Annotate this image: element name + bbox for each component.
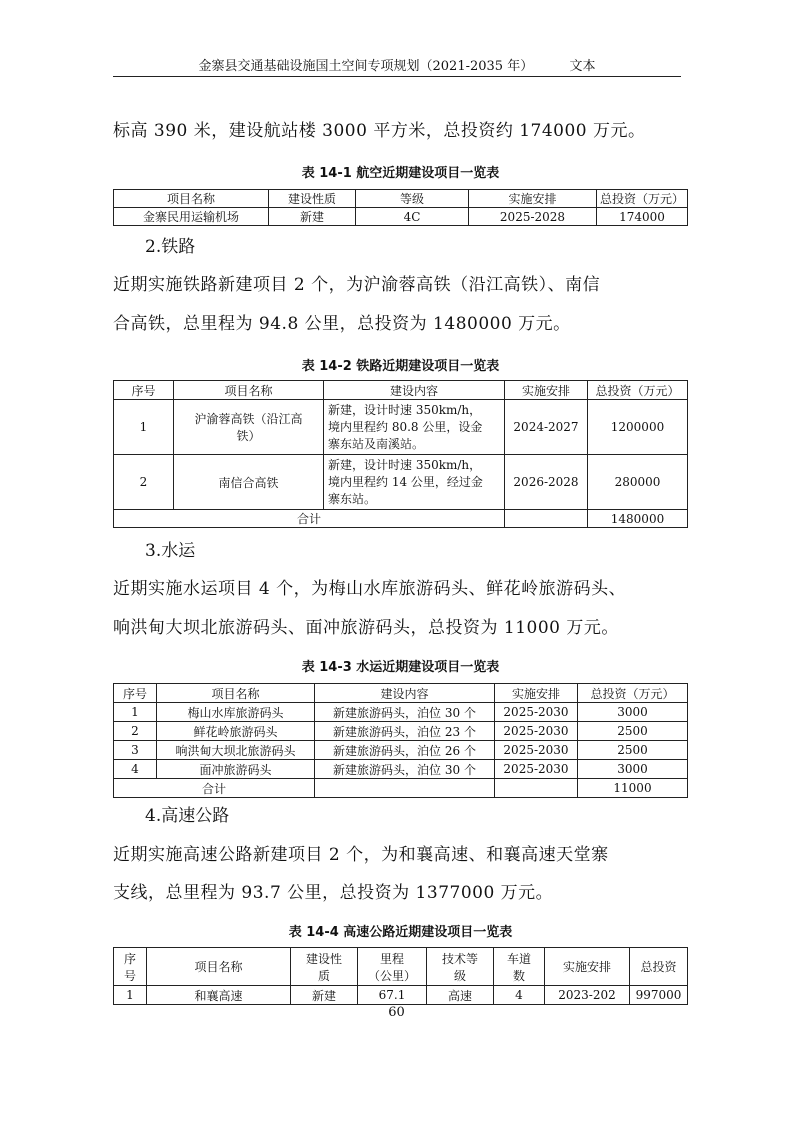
- table-header-cell: 实施安排: [469, 190, 597, 208]
- table4-caption: 表 14-4 高速公路近期建设项目一览表: [288, 925, 513, 940]
- table-total-label: 合计: [114, 779, 315, 798]
- table-cell: [174, 455, 324, 510]
- table-cell: 2026-2028: [505, 455, 588, 510]
- table-cell: [174, 400, 324, 455]
- content-line: 寨东站。: [328, 491, 377, 506]
- table-header-cell: 项目名称: [157, 684, 315, 703]
- table-cell: [505, 510, 588, 528]
- content-line: 境内里程约 14 公里，经过金: [328, 474, 483, 489]
- table-cell: 2025-2030: [495, 703, 578, 722]
- page-header: [113, 55, 681, 75]
- table-header-cell: 实施安排: [545, 948, 630, 986]
- table-cell: 3000: [578, 760, 688, 779]
- header-divider: [113, 76, 681, 77]
- table-cell: 金寨民用运输机场: [114, 208, 269, 226]
- project-name-line: 铁）: [236, 429, 261, 443]
- table-cell: 2500: [578, 722, 688, 741]
- header-line: 数: [512, 968, 525, 983]
- table-row: [114, 400, 688, 455]
- table-total-label: 合计: [114, 510, 505, 528]
- table-header-cell: 实施安排: [495, 684, 578, 703]
- table-cell: [315, 779, 495, 798]
- section-heading: 4.高速公路: [145, 806, 230, 826]
- header-line: 车道: [506, 951, 531, 966]
- table-cell: 鲜花岭旅游码头: [157, 722, 315, 741]
- table1: [113, 189, 688, 226]
- table-row: [114, 703, 688, 722]
- table-cell: 2025-2030: [495, 722, 578, 741]
- table-cell: 280000: [588, 455, 688, 510]
- table-row: [114, 760, 688, 779]
- section-paragraph-line: 近期实施水运项目 4 个，为梅山水库旅游码头、鲜花岭旅游码头、: [113, 579, 627, 599]
- table-cell: 高速: [427, 986, 494, 1005]
- table-cell: 2025-2030: [495, 741, 578, 760]
- section-heading: 2.铁路: [145, 237, 196, 257]
- section-paragraph-line: 近期实施高速公路新建项目 2 个，为和襄高速、和襄高速天堂寨: [113, 845, 609, 865]
- table-row: [114, 722, 688, 741]
- table-cell: 4: [114, 760, 157, 779]
- table-header-cell: 等级: [356, 190, 469, 208]
- table-cell: 2023-202: [545, 986, 630, 1005]
- table-header-cell: 总投资（万元）: [578, 684, 688, 703]
- table-cell: 2025-2028: [469, 208, 597, 226]
- intro-paragraph: 标高 390 米，建设航站楼 3000 平方米，总投资约 174000 万元。: [113, 121, 646, 141]
- table-header-cell: 建设性质: [269, 190, 356, 208]
- table-cell: 面冲旅游码头: [157, 760, 315, 779]
- table-cell: [324, 455, 505, 510]
- table-header-cell: 项目名称: [147, 948, 291, 986]
- table4: [113, 947, 688, 1005]
- header-line: 序: [123, 951, 136, 966]
- project-name-line: 南信合高铁: [218, 475, 279, 490]
- header-doc-type: 文本: [569, 59, 596, 74]
- table2-caption: 表 14-2 铁路近期建设项目一览表: [301, 359, 500, 374]
- table-cell: [495, 779, 578, 798]
- table-header-row: [114, 190, 688, 208]
- header-line: （公里）: [367, 968, 416, 983]
- table-header-cell: 总投资（万元）: [597, 190, 688, 208]
- header-line: 质: [317, 968, 330, 983]
- table-total-row: [114, 510, 688, 528]
- table-row: [114, 741, 688, 760]
- table-header-cell: 总投资: [630, 948, 688, 986]
- table-cell: 3: [114, 741, 157, 760]
- table-cell: 2025-2030: [495, 760, 578, 779]
- content-line: 寨东站及南溪站。: [328, 436, 425, 451]
- page-number: 60: [388, 1005, 405, 1020]
- table-header-cell: [114, 948, 147, 986]
- table-row: [114, 986, 688, 1005]
- table-cell: 2024-2027: [505, 400, 588, 455]
- table-header-row: [114, 948, 688, 986]
- table-row: [114, 208, 688, 226]
- table-header-cell: 序号: [114, 381, 174, 400]
- table-header-cell: 项目名称: [114, 190, 269, 208]
- table-header-cell: 总投资（万元）: [588, 381, 688, 400]
- table-total-value: 1480000: [588, 510, 688, 528]
- table-cell: 和襄高速: [147, 986, 291, 1005]
- table-cell: 响洪甸大坝北旅游码头: [157, 741, 315, 760]
- table-total-value: 11000: [578, 779, 688, 798]
- section-paragraph-line: 响洪甸大坝北旅游码头、面冲旅游码头，总投资为 11000 万元。: [113, 618, 619, 638]
- table-header-cell: [427, 948, 494, 986]
- header-line: 里程: [379, 951, 404, 966]
- table1-caption: 表 14-1 航空近期建设项目一览表: [301, 166, 500, 181]
- table-cell: 4C: [356, 208, 469, 226]
- table2: [113, 380, 688, 528]
- table-cell: 2: [114, 455, 174, 510]
- header-line: 建设性: [305, 951, 342, 966]
- table3: [113, 683, 688, 798]
- table-header-cell: 建设内容: [315, 684, 495, 703]
- table-cell: 1: [114, 703, 157, 722]
- header-line: 号: [123, 968, 136, 983]
- table-cell: 174000: [597, 208, 688, 226]
- table-cell: 3000: [578, 703, 688, 722]
- section-paragraph-line: 合高铁，总里程为 94.8 公里，总投资为 1480000 万元。: [113, 314, 571, 334]
- table-cell: 新建旅游码头，泊位 30 个: [315, 703, 495, 722]
- table-row: [114, 455, 688, 510]
- table-cell: 997000: [630, 986, 688, 1005]
- table3-caption: 表 14-3 水运近期建设项目一览表: [301, 660, 500, 675]
- section-heading: 3.水运: [145, 541, 196, 561]
- table-cell: 4: [494, 986, 545, 1005]
- table-cell: 1: [114, 986, 147, 1005]
- header-title: 金寨县交通基础设施国土空间专项规划（2021-2035 年）: [198, 59, 534, 74]
- table-cell: 新建旅游码头，泊位 23 个: [315, 722, 495, 741]
- table-total-row: [114, 779, 688, 798]
- table-header-row: [114, 684, 688, 703]
- table-header-row: [114, 381, 688, 400]
- table-header-cell: 建设内容: [324, 381, 505, 400]
- table-cell: 梅山水库旅游码头: [157, 703, 315, 722]
- table-cell: 新建旅游码头，泊位 30 个: [315, 760, 495, 779]
- content-line: 新建，设计时速 350km/h，: [328, 402, 482, 417]
- section-paragraph-line: 近期实施铁路新建项目 2 个，为沪渝蓉高铁（沿江高铁）、南信: [113, 275, 601, 295]
- table-cell: 2500: [578, 741, 688, 760]
- table-header-cell: 实施安排: [505, 381, 588, 400]
- table-cell: 1200000: [588, 400, 688, 455]
- table-header-cell: [358, 948, 427, 986]
- table-header-cell: [494, 948, 545, 986]
- content-line: 新建，设计时速 350km/h，: [328, 457, 482, 472]
- table-header-cell: [291, 948, 358, 986]
- header-line: 级: [453, 968, 466, 983]
- project-name-line: 沪渝蓉高铁（沿江高: [194, 412, 303, 426]
- table-cell: [324, 400, 505, 455]
- table-cell: 67.1: [358, 986, 427, 1005]
- table-cell: 1: [114, 400, 174, 455]
- content-line: 境内里程约 80.8 公里，设金: [328, 419, 483, 434]
- table-cell: 新建旅游码头，泊位 26 个: [315, 741, 495, 760]
- section-paragraph-line: 支线，总里程为 93.7 公里，总投资为 1377000 万元。: [113, 883, 554, 903]
- table-cell: 2: [114, 722, 157, 741]
- table-cell: 新建: [291, 986, 358, 1005]
- table-cell: 新建: [269, 208, 356, 226]
- table-header-cell: 项目名称: [174, 381, 324, 400]
- table-header-cell: 序号: [114, 684, 157, 703]
- header-line: 技术等: [441, 951, 478, 966]
